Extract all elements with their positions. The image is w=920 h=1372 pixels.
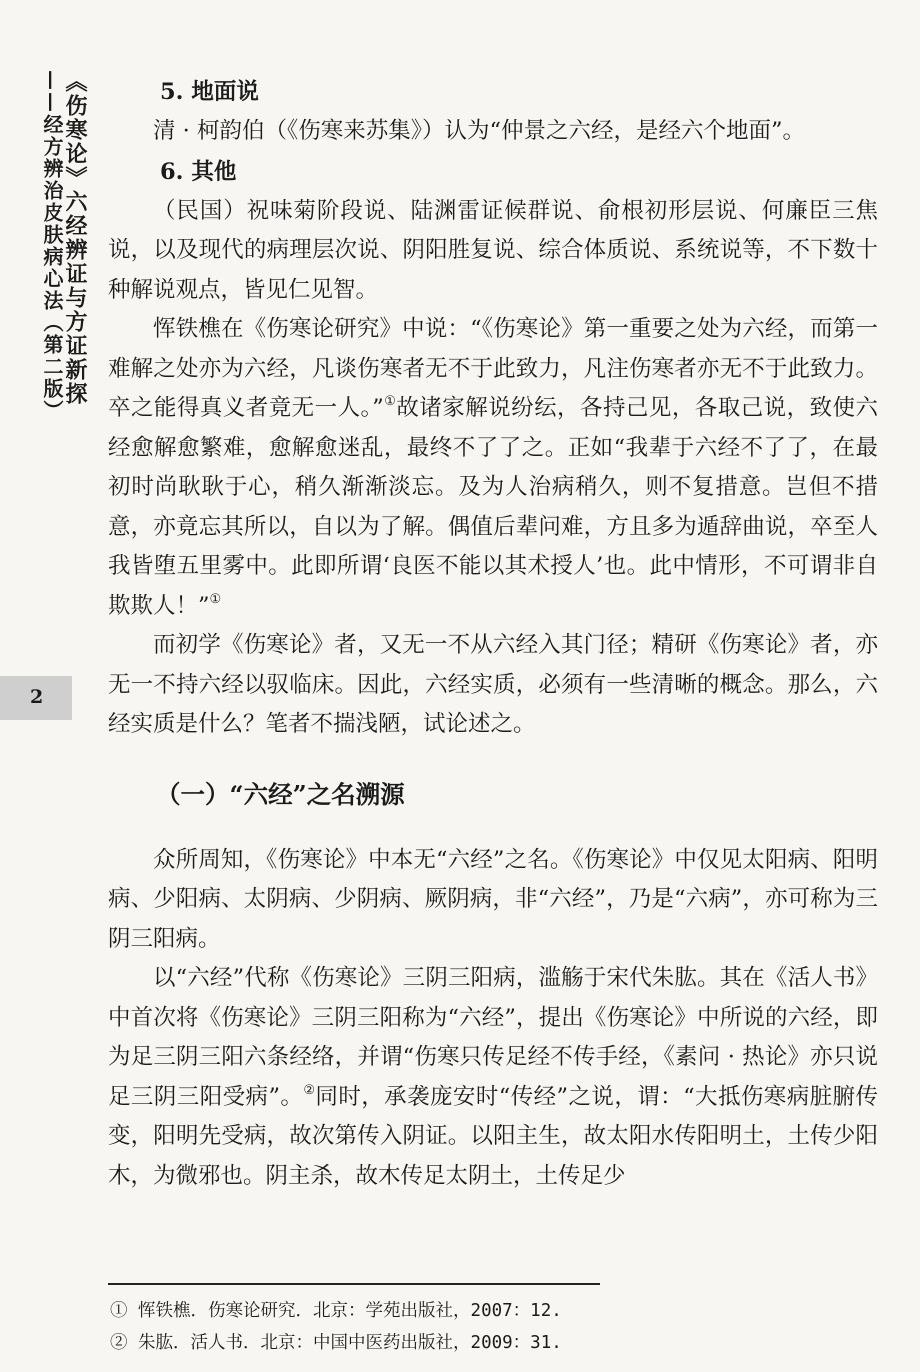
paragraph: 众所周知，《伤寒论》中本无“六经”之名。《伤寒论》中仅见太阳病、阳明病、少阳病、太阴病、少阴病、厥阴病，非“六经”，乃是“六病”，亦可称为三阴三阳病。	[108, 846, 878, 952]
footnote-ref: ②	[303, 1082, 316, 1098]
heading-6: 6. 其他	[160, 158, 237, 185]
page-number: 2	[30, 686, 44, 708]
paragraph-text: 恽铁樵在《伤寒论研究》中说：“《伤寒论》第一重要之处为六经，而第一难解之处亦为六经，凡谈伤寒者无不于此致力，凡注伤寒者亦无不于此致力。卒之能得真义者竟无一人。”	[108, 316, 878, 421]
footnote-divider	[108, 1283, 600, 1285]
paragraph	[108, 959, 878, 1196]
paragraph-text: 以“六经”代称《伤寒论》三阴三阳病，滥觞于宋代朱肱。其在《活人书》中首次将《伤寒论》三阴三阳称为“六经”，提出《伤寒论》中所说的六经，即为足三阴三阳六条经络，并谓“伤寒只传足经不传手经，《素问 · 热论》亦只说足三阴三阳受病”。	[108, 965, 878, 1110]
paragraph-text: 同时，承袭庞安时“传经”之说，谓：“大抵伤寒病脏腑传变，阳明先受病，故次第传入阴证。以阳主生，故太阳水传阳明土，土传少阳木，为微邪也。阴主杀，故木传足太阴土，土传足少	[108, 1083, 878, 1189]
paragraph: 而初学《伤寒论》者，又无一不从六经入其门径；精研《伤寒论》者，亦无一不持六经以驭临床。因此，六经实质，必须有一些清晰的概念。那么，六经实质是什么？笔者不揣浅陋，试论述之。	[108, 632, 878, 737]
book-spine-title	[38, 70, 100, 470]
footnote-ref: ①	[209, 591, 222, 607]
footnote-ref: ①	[383, 394, 397, 409]
book-subtitle: ——经方辨治皮肤病心法（第二版）	[40, 70, 64, 422]
heading-5: 5. 地面说	[160, 79, 259, 105]
paragraph: （民国）祝味菊阶段说、陆渊雷证候群说、俞根初形层说、何廉臣三焦说，以及现代的病理层次说、阴阳胜复说、综合体质说、系统说等，不下数十种解说观点，皆见仁见智。	[108, 197, 878, 303]
paragraph: 清 · 柯韵伯（《伤寒来苏集》）认为“仲景之六经，是经六个地面”。	[153, 118, 805, 144]
main-text	[108, 72, 878, 1196]
footnotes	[110, 1295, 810, 1359]
page-number-tab	[0, 676, 72, 720]
section-title: （一）“六经”之名溯源	[156, 779, 405, 809]
book-title: 《伤寒论》六经辨证与方证新探	[62, 70, 88, 406]
paragraph	[108, 310, 878, 626]
paragraph-text: 故诸家解说纷纭，各持己见，各取己说，致使六经愈解愈繁难，愈解愈迷乱，最终不了了之。正如“我辈于六经不了了，在最初时尚耿耿于心，稍久渐渐淡忘。及为人治病稍久，则不复措意。岂但不措意，亦竟忘其所以，自以为了解。偶值后辈问难，方且多为遁辞曲说，卒至人我皆堕五里雾中。此即所谓‘良医不能以其术授人’也。此中情形，不可谓非自欺欺人！”	[108, 395, 878, 619]
footnote: ② 朱肱．活人书．北京：中国中医药出版社，2009：31.	[110, 1333, 562, 1353]
footnote: ① 恽铁樵．伤寒论研究．北京：学苑出版社，2007：12.	[110, 1301, 562, 1321]
